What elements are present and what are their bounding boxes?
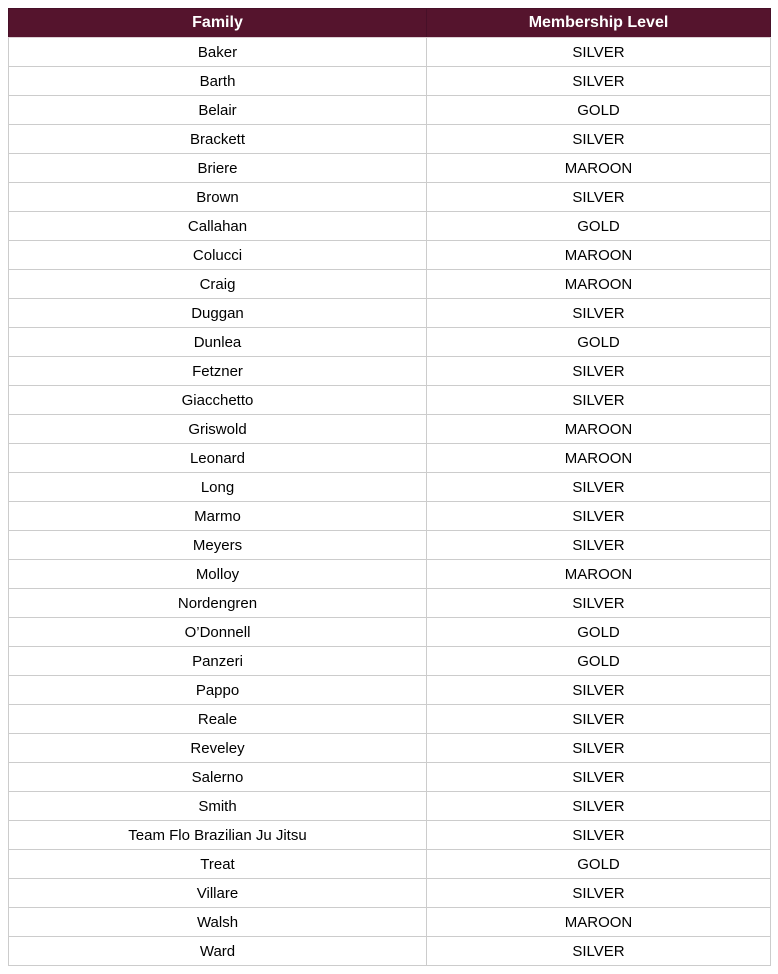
membership-level-cell: SILVER xyxy=(427,763,771,792)
family-cell: Griswold xyxy=(9,415,427,444)
family-cell: Callahan xyxy=(9,212,427,241)
membership-level-cell: MAROON xyxy=(427,560,771,589)
table-row xyxy=(9,473,771,502)
membership-level-cell: SILVER xyxy=(427,792,771,821)
family-cell: Meyers xyxy=(9,531,427,560)
membership-level-cell: SILVER xyxy=(427,821,771,850)
family-cell: Belair xyxy=(9,96,427,125)
table-row xyxy=(9,560,771,589)
table-row xyxy=(9,879,771,908)
table-row xyxy=(9,734,771,763)
table-row xyxy=(9,792,771,821)
family-cell: Molloy xyxy=(9,560,427,589)
membership-level-cell: SILVER xyxy=(427,386,771,415)
family-cell: Giacchetto xyxy=(9,386,427,415)
table-row xyxy=(9,125,771,154)
family-cell: Panzeri xyxy=(9,647,427,676)
family-cell: Nordengren xyxy=(9,589,427,618)
membership-level-cell: SILVER xyxy=(427,299,771,328)
family-cell: Brackett xyxy=(9,125,427,154)
family-cell: O’Donnell xyxy=(9,618,427,647)
table-row xyxy=(9,850,771,879)
table-row xyxy=(9,328,771,357)
family-cell: Brown xyxy=(9,183,427,212)
membership-level-cell: SILVER xyxy=(427,357,771,386)
table-row xyxy=(9,96,771,125)
membership-level-cell: SILVER xyxy=(427,676,771,705)
family-cell: Briere xyxy=(9,154,427,183)
family-cell: Dunlea xyxy=(9,328,427,357)
membership-level-cell: GOLD xyxy=(427,647,771,676)
table-row xyxy=(9,676,771,705)
membership-level-cell: MAROON xyxy=(427,444,771,473)
family-cell: Treat xyxy=(9,850,427,879)
family-cell: Team Flo Brazilian Ju Jitsu xyxy=(9,821,427,850)
membership-level-cell: SILVER xyxy=(427,183,771,212)
family-cell: Pappo xyxy=(9,676,427,705)
family-cell: Ward xyxy=(9,937,427,966)
header-row xyxy=(9,9,771,38)
membership-level-cell: GOLD xyxy=(427,850,771,879)
family-cell: Colucci xyxy=(9,241,427,270)
family-cell: Long xyxy=(9,473,427,502)
table-row xyxy=(9,270,771,299)
membership-table xyxy=(8,8,771,966)
table-row xyxy=(9,67,771,96)
family-cell: Leonard xyxy=(9,444,427,473)
table-row xyxy=(9,647,771,676)
family-cell: Smith xyxy=(9,792,427,821)
family-cell: Salerno xyxy=(9,763,427,792)
membership-level-cell: SILVER xyxy=(427,502,771,531)
table-row xyxy=(9,531,771,560)
membership-level-cell: MAROON xyxy=(427,154,771,183)
membership-level-cell: SILVER xyxy=(427,937,771,966)
membership-level-cell: SILVER xyxy=(427,473,771,502)
membership-level-cell: SILVER xyxy=(427,705,771,734)
family-cell: Duggan xyxy=(9,299,427,328)
family-cell: Barth xyxy=(9,67,427,96)
membership-level-cell: GOLD xyxy=(427,96,771,125)
membership-level-cell: MAROON xyxy=(427,415,771,444)
table-row xyxy=(9,38,771,67)
family-cell: Marmo xyxy=(9,502,427,531)
table-row xyxy=(9,937,771,966)
membership-level-cell: GOLD xyxy=(427,212,771,241)
table-body xyxy=(9,38,771,966)
family-cell: Reale xyxy=(9,705,427,734)
table-row xyxy=(9,386,771,415)
table-row xyxy=(9,589,771,618)
column-header-family: Family xyxy=(9,9,427,38)
membership-level-cell: SILVER xyxy=(427,879,771,908)
table-row xyxy=(9,763,771,792)
family-cell: Baker xyxy=(9,38,427,67)
family-cell: Reveley xyxy=(9,734,427,763)
membership-level-cell: MAROON xyxy=(427,908,771,937)
table-row xyxy=(9,502,771,531)
table-row xyxy=(9,821,771,850)
membership-level-cell: SILVER xyxy=(427,125,771,154)
membership-level-cell: SILVER xyxy=(427,531,771,560)
membership-level-cell: MAROON xyxy=(427,241,771,270)
column-header-membership-level: Membership Level xyxy=(427,9,771,38)
membership-level-cell: MAROON xyxy=(427,270,771,299)
table-row xyxy=(9,357,771,386)
table-row xyxy=(9,618,771,647)
family-cell: Walsh xyxy=(9,908,427,937)
table-row xyxy=(9,183,771,212)
table-row xyxy=(9,444,771,473)
table-row xyxy=(9,908,771,937)
membership-level-cell: GOLD xyxy=(427,618,771,647)
table-row xyxy=(9,154,771,183)
table-row xyxy=(9,705,771,734)
membership-level-cell: SILVER xyxy=(427,67,771,96)
family-cell: Villare xyxy=(9,879,427,908)
membership-level-cell: SILVER xyxy=(427,734,771,763)
family-cell: Craig xyxy=(9,270,427,299)
table-row xyxy=(9,299,771,328)
table-row xyxy=(9,241,771,270)
table-row xyxy=(9,415,771,444)
table-row xyxy=(9,212,771,241)
membership-level-cell: SILVER xyxy=(427,38,771,67)
membership-level-cell: GOLD xyxy=(427,328,771,357)
membership-level-cell: SILVER xyxy=(427,589,771,618)
family-cell: Fetzner xyxy=(9,357,427,386)
